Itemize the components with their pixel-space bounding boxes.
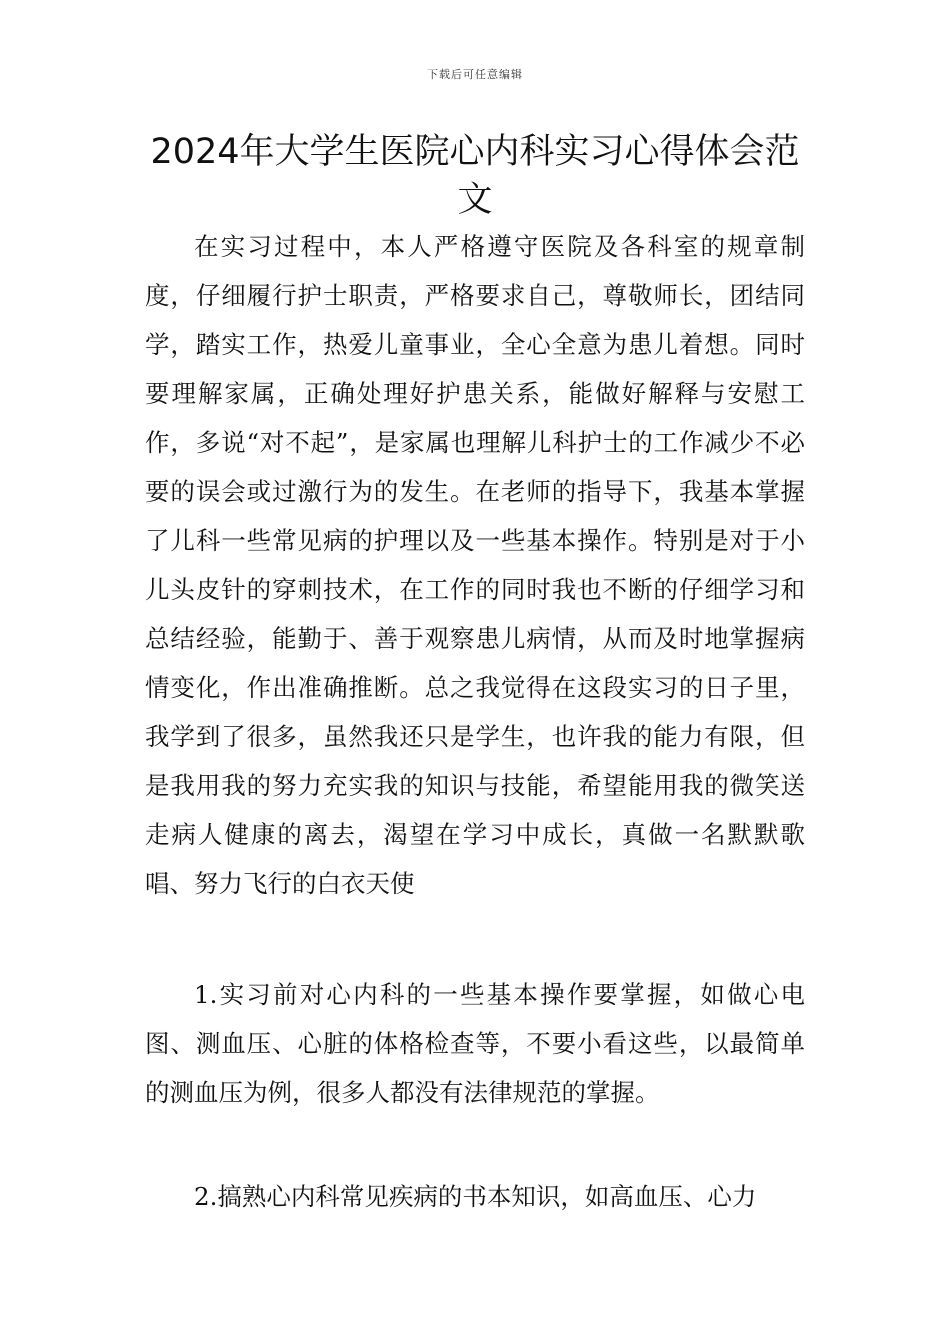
paragraph-item-2: 2.搞熟心内科常见疾病的书本知识，如高血压、心力 <box>194 1182 757 1211</box>
document-title: 2024年大学生医院心内科实习心得体会范文 <box>150 132 800 220</box>
paragraph-intro: 在实习过程中，本人严格遵守医院及各科室的规章制度，仔细履行护士职责，严格要求自己，尊敬师长，团结同学，踏实工作，热爱儿童事业，全心全意为患儿着想。同时要理解家属，正确处理好护患关系，能做好解释与安慰工作，多说“对不起”，是家属也理解儿科护士的工作减少不必要的误会或过激行为的发生。在老师的指导下，我基本掌握了儿科一些常见病的护理以及一些基本操作。特别是对于小儿头皮针的穿刺技术，在工作的同时我也不断的仔细学习和总结经验，能勤于、善于观察患儿病情，从而及时地掌握病情变化，作出准确推断。总之我觉得在这段实习的日子里，我学到了很多，虽然我还只是学生，也许我的能力有限，但是我用我的努力充实我的知识与技能，希望能用我的微笑送走病人健康的离去，渴望在学习中成长，真做一名默默歌唱、努力飞行的白衣天使 <box>145 232 805 898</box>
header-note: 下载后可任意编辑 <box>427 68 523 81</box>
paragraph-item-1: 1.实习前对心内科的一些基本操作要掌握，如做心电图、测血压、心脏的体格检查等，不要小看这些，以最简单的测血压为例，很多人都没有法律规范的掌握。 <box>145 980 805 1107</box>
